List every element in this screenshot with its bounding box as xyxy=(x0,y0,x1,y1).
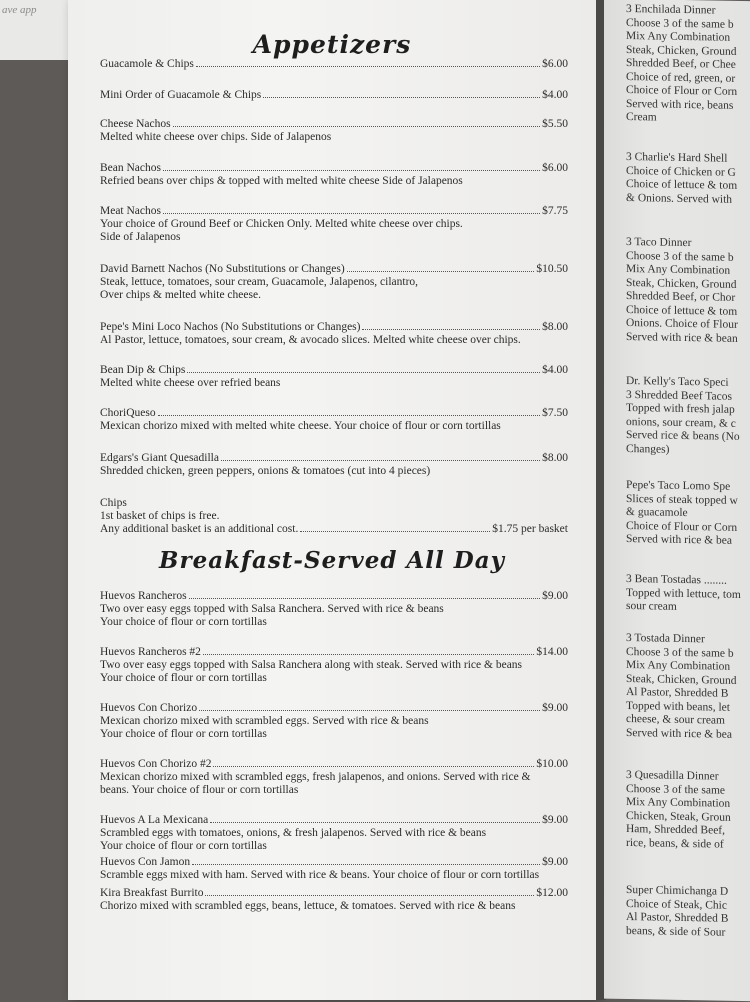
right-menu-item xyxy=(626,479,750,549)
leader-dots xyxy=(362,329,540,330)
right-menu-line: Choose 3 of the same b xyxy=(626,16,734,31)
right-menu-line: Choice of red, green, or xyxy=(626,70,736,85)
menu-item xyxy=(100,407,568,433)
menu-item-name: ChoriQueso xyxy=(100,407,156,419)
right-menu-line: Steak, Chicken, Ground xyxy=(626,276,737,291)
right-menu-line: Steak, Chicken, Ground xyxy=(626,672,737,687)
right-menu-line: 3 Taco Dinner xyxy=(626,235,692,250)
right-menu-line: Steak, Chicken, Ground xyxy=(626,43,737,58)
menu-item-description: Your choice of flour or corn tortillas xyxy=(100,672,267,684)
right-menu-line: 3 Charlie's Hard Shell xyxy=(626,150,728,165)
menu-item-price: $9.00 xyxy=(542,856,568,868)
menu-item-row xyxy=(100,263,568,276)
right-menu-line: Chicken, Steak, Groun xyxy=(626,809,731,824)
menu-item-price: $7.75 xyxy=(542,205,568,217)
menu-item xyxy=(100,758,568,797)
leader-dots xyxy=(203,654,534,655)
menu-item-name: Guacamole & Chips xyxy=(100,58,194,70)
menu-item-description: Melted white cheese over refried beans xyxy=(100,377,281,389)
right-menu-item xyxy=(626,375,750,459)
right-menu-line: Cream xyxy=(626,110,657,124)
right-menu-line: Choice of lettuce & tom xyxy=(626,177,738,192)
menu-item-name: Huevos Con Chorizo #2 xyxy=(100,758,212,770)
leader-dots xyxy=(213,766,534,767)
leader-dots xyxy=(189,598,541,599)
menu-item-description: Mexican chorizo mixed with melted white cheese. Your choice of flour or corn tortillas xyxy=(100,420,501,432)
right-menu-line: Onions. Choice of Flour xyxy=(626,316,738,331)
right-menu-item xyxy=(626,769,750,853)
menu-item-row xyxy=(100,856,568,869)
right-menu-line: Served with rice & bea xyxy=(626,726,733,741)
appetizers-heading: Appetizers xyxy=(252,30,412,59)
menu-item-description: Shredded chicken, green peppers, onions & tomatoes (cut into 4 pieces) xyxy=(100,465,431,477)
chips-title: Chips xyxy=(100,497,127,509)
right-menu-line: Shredded Beef, or Chee xyxy=(626,56,736,71)
right-menu-line: rice, beans, & side of xyxy=(626,836,724,851)
menu-item xyxy=(100,321,568,347)
menu-item-description: Two over easy eggs topped with Salsa Ranchera. Served with rice & beans xyxy=(100,603,444,615)
right-menu-line: 3 Enchilada Dinner xyxy=(626,2,716,17)
menu-item-price: $14.00 xyxy=(536,646,568,658)
right-menu-line: Dr. Kelly's Taco Speci xyxy=(626,374,729,389)
menu-item-description: Scrambled eggs with tomatoes, onions, & fresh jalapenos. Served with rice & beans xyxy=(100,827,487,839)
menu-item-row xyxy=(100,590,568,603)
adjacent-page-text: ave app xyxy=(2,4,37,16)
menu-item-name: Huevos Rancheros xyxy=(100,590,187,602)
menu-item-price: $5.50 xyxy=(542,118,568,130)
right-menu-line: Mix Any Combination xyxy=(626,262,731,277)
menu-item-price: $8.00 xyxy=(542,321,568,333)
leader-dots xyxy=(173,126,541,127)
menu-item-name: Meat Nachos xyxy=(100,205,161,217)
menu-item xyxy=(100,856,568,882)
right-menu-line: Mix Any Combination xyxy=(626,658,731,673)
leader-dots xyxy=(192,864,540,865)
right-menu-line: Choice of Steak, Chic xyxy=(626,897,727,912)
menu-item-price: $6.00 xyxy=(542,162,568,174)
menu-item xyxy=(100,162,568,188)
right-menu-line: Served rice & beans (No xyxy=(626,428,740,443)
menu-left-page xyxy=(68,0,596,1000)
right-menu-line: onions, sour cream, & c xyxy=(626,415,736,430)
right-menu-line: Choose 3 of the same b xyxy=(626,645,734,660)
right-menu-line: & guacamole xyxy=(626,505,688,520)
right-menu-line: Mix Any Combination xyxy=(626,29,731,44)
menu-item-row xyxy=(100,321,568,334)
menu-item-name: Huevos Con Chorizo xyxy=(100,702,198,714)
right-menu-line: Pepe's Taco Lomo Spe xyxy=(626,478,731,493)
menu-item-row xyxy=(100,364,568,377)
menu-item-name: Cheese Nachos xyxy=(100,118,171,130)
menu-item-price: $9.00 xyxy=(542,702,568,714)
menu-item-description: Steak, lettuce, tomatoes, sour cream, Guacamole, Jalapenos, cilantro, xyxy=(100,276,419,288)
leader-dots xyxy=(221,460,540,461)
menu-item xyxy=(100,590,568,629)
menu-item xyxy=(100,452,568,478)
menu-item-description: Melted white cheese over chips. Side of Jalapenos xyxy=(100,131,332,143)
right-menu-line: Topped with beans, let xyxy=(626,699,730,714)
menu-item-name: Bean Dip & Chips xyxy=(100,364,186,376)
right-menu-line: Ham, Shredded Beef, xyxy=(626,822,725,837)
menu-item-name: Huevos Rancheros #2 xyxy=(100,646,201,658)
right-menu-line: Shredded Beef, or Chor xyxy=(626,289,736,304)
menu-item-description: Your choice of Ground Beef or Chicken Only. Melted white cheese over chips. xyxy=(100,218,463,230)
right-menu-line: cheese, & sour cream xyxy=(626,712,725,727)
leader-dots xyxy=(205,895,534,896)
leader-dots xyxy=(210,822,540,823)
menu-item-description: Your choice of flour or corn tortillas xyxy=(100,840,267,852)
menu-item xyxy=(100,263,568,302)
menu-item xyxy=(100,887,568,913)
menu-item xyxy=(100,118,568,144)
menu-item-price: $4.00 xyxy=(542,364,568,376)
right-menu-line: 3 Shredded Beef Tacos xyxy=(626,388,732,403)
right-menu-line: 3 Quesadilla Dinner xyxy=(626,768,719,783)
menu-item-price: $6.00 xyxy=(542,58,568,70)
menu-item-row xyxy=(100,89,568,102)
menu-item-name: Mini Order of Guacamole & Chips xyxy=(100,89,262,101)
leader-dots xyxy=(158,415,541,416)
menu-item-name: Edgars's Giant Quesadilla xyxy=(100,452,219,464)
menu-item-price: $9.00 xyxy=(542,814,568,826)
menu-item-row xyxy=(100,205,568,218)
right-menu-line: Served with rice & bea xyxy=(626,532,733,547)
menu-item-row xyxy=(100,58,568,71)
menu-item-row xyxy=(100,646,568,659)
menu-item-description: Over chips & melted white cheese. xyxy=(100,289,261,301)
menu-item-row xyxy=(100,702,568,715)
right-menu-item xyxy=(626,573,750,616)
leader-dots xyxy=(263,97,540,98)
menu-item-row xyxy=(100,118,568,131)
right-menu-line: beans, & side of Sour xyxy=(626,924,726,939)
menu-item xyxy=(100,205,568,244)
menu-item-description: Two over easy eggs topped with Salsa Ranchera along with steak. Served with rice & beans xyxy=(100,659,523,671)
menu-item-price: $12.00 xyxy=(536,887,568,899)
menu-item-description: Your choice of flour or corn tortillas xyxy=(100,728,267,740)
right-menu-line: Topped with fresh jalap xyxy=(626,401,735,416)
menu-item-row xyxy=(100,407,568,420)
menu-item-name: David Barnett Nachos (No Substitutions or Changes) xyxy=(100,263,345,275)
right-menu-line: Choice of Chicken or G xyxy=(626,164,736,179)
menu-item-price: $10.50 xyxy=(536,263,568,275)
right-menu-line: Choice of Flour or Corn xyxy=(626,83,738,98)
menu-item xyxy=(100,646,568,685)
menu-item-price: $9.00 xyxy=(542,590,568,602)
right-menu-line: Choice of Flour or Corn xyxy=(626,519,738,534)
menu-item-description: Scramble eggs mixed with ham. Served with rice & beans. Your choice of flour or corn tortillas xyxy=(100,869,540,881)
menu-item-description: Chorizo mixed with scrambled eggs, beans, lettuce, & tomatoes. Served with rice & beans xyxy=(100,900,516,912)
menu-item xyxy=(100,364,568,390)
menu-item-description: Al Pastor, lettuce, tomatoes, sour cream, & avocado slices. Melted white cheese over chips. xyxy=(100,334,521,346)
right-menu-item xyxy=(626,632,750,743)
right-menu-line: & Onions. Served with xyxy=(626,191,733,206)
right-menu-item xyxy=(626,3,750,127)
menu-item-row xyxy=(100,814,568,827)
menu-item-name: Pepe's Mini Loco Nachos (No Substitutions or Changes) xyxy=(100,321,361,333)
right-menu-line: sour cream xyxy=(626,599,677,613)
right-menu-line: Al Pastor, Shredded B xyxy=(626,685,729,700)
menu-right-page xyxy=(604,0,750,1001)
leader-dots xyxy=(199,710,540,711)
right-menu-line: 3 Bean Tostadas ........ xyxy=(626,572,727,587)
menu-item-price: $4.00 xyxy=(542,89,568,101)
menu-item-name: Huevos A La Mexicana xyxy=(100,814,209,826)
menu-item-description: Mexican chorizo mixed with scrambled eggs. Served with rice & beans xyxy=(100,715,429,727)
menu-item-row xyxy=(100,162,568,175)
menu-item-description: Side of Jalapenos xyxy=(100,231,181,243)
chips-line1: 1st basket of chips is free. xyxy=(100,510,220,522)
right-menu-item xyxy=(626,884,750,941)
right-menu-line: Choose 3 of the same b xyxy=(626,249,734,264)
right-menu-line: Al Pastor, Shredded B xyxy=(626,910,729,925)
leader-dots xyxy=(163,213,540,214)
chips-line2: Any additional basket is an additional cost. xyxy=(100,523,299,535)
menu-item-description: Mexican chorizo mixed with scrambled eggs, fresh jalapenos, and onions. Served with rice & xyxy=(100,771,531,783)
right-menu-line: Super Chimichanga D xyxy=(626,883,729,898)
right-menu-line: Topped with lettuce, tom xyxy=(626,586,741,601)
leader-dots xyxy=(196,66,540,67)
right-menu-line: Choose 3 of the same xyxy=(626,782,726,797)
right-menu-line: Served with rice, beans xyxy=(626,97,734,112)
menu-item-row xyxy=(100,887,568,900)
menu-item-name: Kira Breakfast Burrito xyxy=(100,887,204,899)
right-menu-line: Slices of steak topped w xyxy=(626,492,738,507)
menu-item-price: $8.00 xyxy=(542,452,568,464)
menu-item xyxy=(100,89,568,102)
right-menu-line: Changes) xyxy=(626,442,670,456)
leader-dots xyxy=(347,271,535,272)
leader-dots xyxy=(163,170,540,171)
menu-item-price: $10.00 xyxy=(536,758,568,770)
chips-item xyxy=(100,497,568,536)
right-menu-item xyxy=(626,236,750,347)
menu-item-description: Your choice of flour or corn tortillas xyxy=(100,616,267,628)
leader-dots xyxy=(187,372,540,373)
right-menu-line: Served with rice & bean xyxy=(626,330,738,345)
menu-item-name: Huevos Con Jamon xyxy=(100,856,191,868)
menu-item-row xyxy=(100,452,568,465)
menu-item-description: Refried beans over chips & topped with melted white cheese Side of Jalapenos xyxy=(100,175,463,187)
chips-price: $1.75 per basket xyxy=(492,523,568,535)
right-menu-line: Mix Any Combination xyxy=(626,795,731,810)
menu-item-row xyxy=(100,758,568,771)
menu-item xyxy=(100,702,568,741)
breakfast-heading: Breakfast-Served All Day xyxy=(159,547,505,574)
leader-dots xyxy=(300,531,490,532)
right-menu-line: Choice of lettuce & tom xyxy=(626,303,738,318)
right-menu-item xyxy=(626,151,750,208)
menu-item-name: Bean Nachos xyxy=(100,162,161,174)
menu-item-description: beans. Your choice of flour or corn tortillas xyxy=(100,784,299,796)
right-menu-line: 3 Tostada Dinner xyxy=(626,631,705,646)
menu-item-price: $7.50 xyxy=(542,407,568,419)
menu-item xyxy=(100,58,568,71)
menu-item xyxy=(100,814,568,853)
